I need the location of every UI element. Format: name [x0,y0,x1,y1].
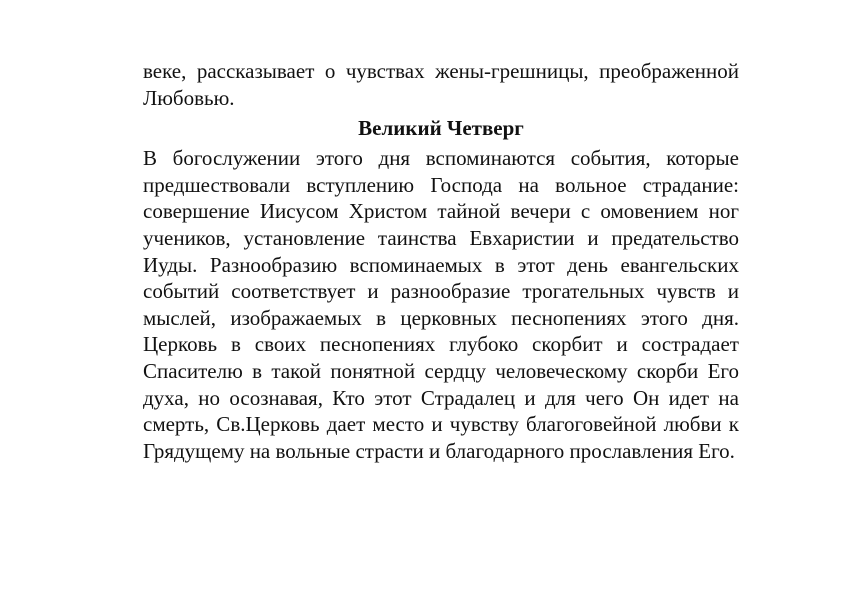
text-body [143,58,739,464]
section-heading: Великий Четверг [358,116,524,141]
intro-paragraph: веке, рассказывает о чувствах жены-грешницы, преображенной Любовью. [143,59,739,110]
main-paragraph: В богослужении этого дня вспоминаются события, которые предшествовали вступлению Господа на вольное страдание: совершение Иисусом Христом тайной вечери с омовением ног учеников, установление таинства Евхаристии и предательство Иуды. Разнообразию вспоминаемых в этот день евангельских событий соответствует и разнообразие трогательных чувств и мыслей, изображаемых в церковных песнопениях этого дня. Церковь в своих песнопениях глубоко скорбит и сострадает Спасителю в такой понятной сердцу человеческому скорби Его духа, но осознавая, Кто этот Страдалец и для чего Он идет на смерть, Св.Церковь дает место и чувству благоговейной любви к Грядущему на вольные страсти и благодарного прославления Его. [143,146,739,463]
